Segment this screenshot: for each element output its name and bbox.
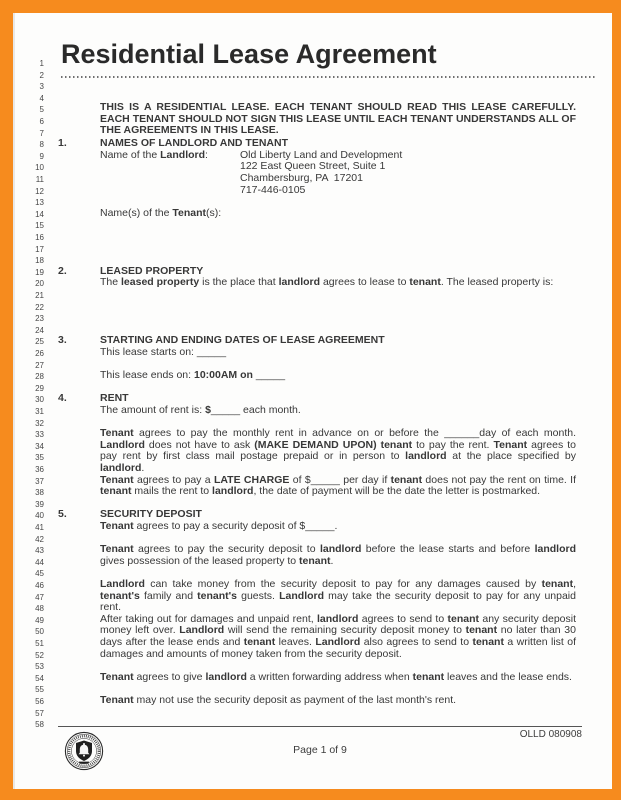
line-number: 56 (35, 697, 44, 706)
line-number: 22 (35, 302, 44, 312)
line-number: 27 (35, 360, 44, 370)
line-number: 3 (39, 82, 44, 92)
line-number: 46 (35, 581, 44, 590)
last-month-rent-line: Tenant may not use the security deposit as payment of the last month's rent. (100, 694, 457, 706)
line-number: 13 (35, 198, 44, 208)
section-number: 2. (58, 264, 67, 277)
line-number: 39 (35, 499, 44, 509)
section-heading-security-deposit: SECURITY DEPOSIT (100, 508, 202, 521)
line-number: 53 (35, 662, 44, 672)
line-number: 12 (35, 186, 44, 196)
landlord-city-state-zip: Chambersburg, PA 17201 (240, 172, 363, 184)
line-number: 30 (35, 395, 44, 405)
line-number: 48 (35, 604, 44, 614)
line-number: 18 (35, 256, 44, 266)
line-number: 33 (35, 430, 44, 440)
line-number: 40 (35, 511, 44, 521)
line-number: 47 (35, 592, 44, 602)
line-number: 37 (35, 476, 44, 486)
section-number: 3. (58, 334, 67, 347)
deposit-pay-before-paragraph: Tenant agrees to pay the security deposit to landlord before the lease starts and before landlord gives possession of the leased property to tenant. (100, 543, 576, 567)
line-number: 8 (39, 140, 44, 150)
deposit-landlord-may-take-paragraph: Landlord can take money from the security deposit to pay for any damages caused by tenant, tenant's family and tenant's guests. Landlord may take the security deposit to pay for any unpaid rent. (100, 578, 576, 614)
line-number: 4 (39, 93, 44, 103)
line-number: 24 (35, 325, 44, 335)
line-number: 14 (35, 209, 44, 219)
leased-property-body: The leased property is the place that landlord agrees to lease to tenant. The leased property is: (100, 276, 554, 289)
line-number: 49 (35, 615, 44, 625)
line-number: 41 (35, 523, 44, 532)
landlord-phone: 717-446-0105 (240, 183, 306, 196)
section-heading-rent: RENT (100, 392, 129, 405)
line-number: 44 (35, 557, 44, 567)
line-number: 51 (35, 639, 44, 648)
line-number: 52 (35, 650, 44, 660)
line-number: 34 (35, 441, 44, 451)
section-heading-names: NAMES OF LANDLORD AND TENANT (100, 137, 289, 150)
document-code: OLLD 080908 (519, 729, 582, 740)
deposit-return-paragraph: After taking out for damages and unpaid rent, landlord agrees to send to tenant any security deposit money left over. Landlord will send the remaining security deposit money to tenant no later than 30 days after the lease ends and tenant leaves. Landlord also agrees to send to tenant a written list of damages and amounts of money taken from the security deposit. (100, 612, 576, 660)
page-number: Page 1 of 9 (293, 744, 347, 756)
document-page (13, 13, 612, 789)
line-number: 21 (35, 291, 44, 300)
section-heading-dates: STARTING AND ENDING DATES OF LEASE AGREEMENT (100, 334, 385, 347)
line-number: 45 (35, 569, 44, 579)
line-number: 43 (35, 546, 44, 556)
line-number: 1 (39, 59, 44, 68)
landlord-name: Old Liberty Land and Development (240, 148, 403, 161)
landlord-name-label: Name of the Landlord: (100, 148, 208, 161)
landlord-street: 122 East Queen Street, Suite 1 (240, 160, 386, 173)
rent-amount-line: The amount of rent is: $_____ each month. (100, 404, 301, 416)
line-number: 16 (35, 233, 44, 242)
line-number: 10 (35, 163, 44, 173)
line-number: 9 (39, 151, 44, 161)
line-number: 36 (35, 465, 44, 474)
line-number: 55 (35, 685, 44, 695)
line-number: 6 (39, 117, 44, 126)
page-title: Residential Lease Agreement (61, 39, 437, 69)
line-number: 20 (35, 279, 44, 289)
title-dotted-underline (61, 76, 596, 78)
line-number: 42 (35, 534, 44, 544)
line-number: 38 (35, 488, 44, 498)
line-number: 7 (39, 128, 44, 138)
rent-advance-paragraph: Tenant agrees to pay the monthly rent in advance on or before the ______day of each month. Landlord does not have to ask (MAKE DEMAND UPON) tenant to pay the rent. Tenant agrees to pay rent by first class mail postage prepaid or in person to landlord at the place specified by landlord. (100, 427, 576, 474)
line-number: 54 (35, 673, 44, 683)
lease-end-line: This lease ends on: 10:00AM on _____ (100, 369, 286, 382)
intro-paragraph: THIS IS A RESIDENTIAL LEASE. EACH TENANT SHOULD READ THIS LEASE CAREFULLY. EACH TENANT SHOULD NOT SIGN THIS LEASE UNTIL EACH TENANT UNDERSTANDS ALL OF THE AGREEMENTS IN THIS LEASE. (100, 101, 576, 137)
section-number: 4. (58, 392, 67, 405)
line-number: 2 (39, 70, 44, 80)
line-number: 15 (35, 221, 44, 231)
line-number: 35 (35, 453, 44, 463)
section-number: 5. (58, 508, 67, 521)
forwarding-address-line: Tenant agrees to give landlord a written forwarding address when tenant leaves and the lease ends. (100, 670, 572, 683)
deposit-amount-line: Tenant agrees to pay a security deposit of $_____. (100, 520, 338, 532)
line-number: 29 (35, 383, 44, 393)
line-number: 5 (39, 105, 44, 115)
footer-rule (58, 726, 582, 727)
lease-start-line: This lease starts on: _____ (100, 346, 227, 358)
late-charge-paragraph: Tenant agrees to pay a LATE CHARGE of $_____ per day if tenant does not pay the rent on time. If tenant mails the rent to landlord, the date of payment will be the date the letter is postmarked. (100, 473, 577, 498)
line-number: 28 (35, 372, 44, 382)
line-number: 26 (35, 349, 44, 358)
line-number: 11 (35, 175, 44, 184)
line-number: 23 (35, 314, 44, 324)
line-number: 32 (35, 418, 44, 428)
section-number: 1. (58, 137, 67, 150)
line-number: 19 (35, 267, 44, 277)
line-number: 17 (35, 244, 44, 254)
line-number: 57 (35, 708, 44, 718)
tenant-name-label: Name(s) of the Tenant(s): (100, 206, 222, 219)
section-heading-leased-property: LEASED PROPERTY (100, 264, 204, 277)
line-number: 58 (35, 720, 44, 730)
line-number: 31 (35, 407, 44, 416)
line-number: 50 (35, 627, 44, 637)
line-number: 25 (35, 337, 44, 347)
